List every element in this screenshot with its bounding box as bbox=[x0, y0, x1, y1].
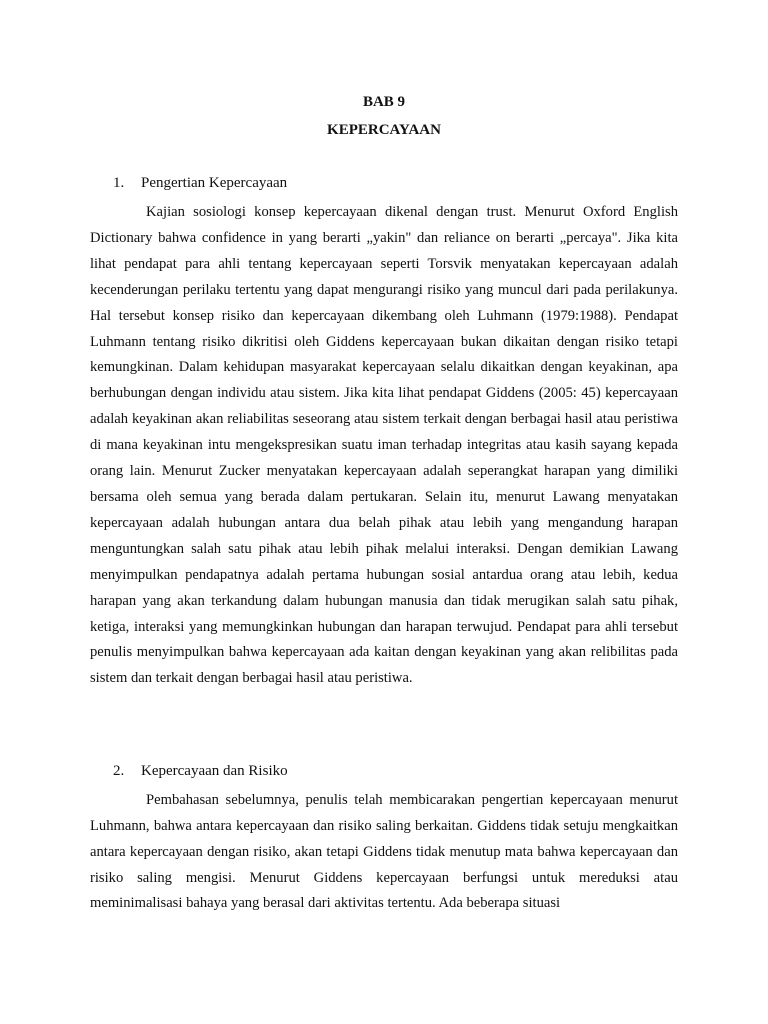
section-heading bbox=[90, 761, 678, 781]
section-heading-text: Kepercayaan dan Risiko bbox=[141, 763, 288, 779]
section-body-paragraph: Pembahasan sebelumnya, penulis telah membicarakan pengertian kepercayaan menurut Luhmann, bahwa antara kepercayaan dan risiko saling berkaitan. Giddens tidak setuju mengkaitkan antara kepercayaan dengan risiko, akan tetapi Giddens tidak menutup mata bahwa kepercayaan dan risiko saling mengisi. Menurut Giddens kepercayaan berfungsi untuk mereduksi atau meminimalisasi bahaya yang berasal dari aktivitas tertentu. Ada beberapa situasi bbox=[90, 792, 678, 912]
section-pengertian-kepercayaan bbox=[90, 173, 678, 692]
section-body-paragraph: Kajian sosiologi konsep kepercayaan dikenal dengan trust. Menurut Oxford English Dictionary bahwa confidence in yang berarti „yakin" dan reliance on berarti „percaya". Jika kita lihat pendapat para ahli tentang kepercayaan seperti Torsvik menyatakan kepercayaan adalah kecenderungan perilaku tertentu yang dapat mengurangi risiko yang muncul dari pada perilakunya. Hal tersebut konsep risiko dan kepercayaan dikembang oleh Luhmann (1979:1988). Pendapat Luhmann tentang risiko dikritisi oleh Giddens kepercayaan bukan dikaitan dengan risiko tetapi kemungkinan. Dalam kehidupan masyarakat kepercayaan selalu dikaitkan dengan keyakinan, apa berhubungan dengan individu atau sistem. Jika kita lihat pendapat Giddens (2005: 45) kepercayaan adalah keyakinan akan reliabilitas seseorang atau sistem terkait dengan berbagai hasil atau peristiwa di mana keyakinan intu mengekspresikan suatu iman terhadap integritas atau kasih sayang kepada orang lain. Menurut Zucker menyatakan kepercayaan adalah seperangkat harapan yang dimiliki bersama oleh semua yang berada dalam pertukaran. Selain itu, menurut Lawang menyatakan kepercayaan adalah hubungan antara dua belah pihak atau lebih yang mengandung harapan menguntungkan salah satu pihak atau lebih pihak melalui interaksi. Dengan demikian Lawang menyimpulkan pendapatnya adalah pertama hubungan sosial antardua orang atau lebih, kedua harapan yang akan terkandung dalam hubungan manusia dan tidak merugikan salah satu pihak, ketiga, interaksi yang memungkinkan hubungan dan harapan terwujud. Pendapat para ahli tersebut penulis menyimpulkan bahwa kepercayaan ada kaitan dengan keyakinan yang akan relibilitas pada sistem dan terkait dengan berbagai hasil atau peristiwa. bbox=[90, 204, 678, 687]
section-kepercayaan-dan-risiko bbox=[90, 761, 678, 917]
section-number: 2. bbox=[113, 763, 125, 779]
section-heading-text: Pengertian Kepercayaan bbox=[141, 175, 288, 191]
chapter-label: BAB 9 bbox=[362, 94, 406, 110]
section-heading bbox=[90, 173, 678, 193]
section-number: 1. bbox=[113, 175, 125, 191]
chapter-title: KEPERCAYAAN bbox=[327, 122, 441, 138]
